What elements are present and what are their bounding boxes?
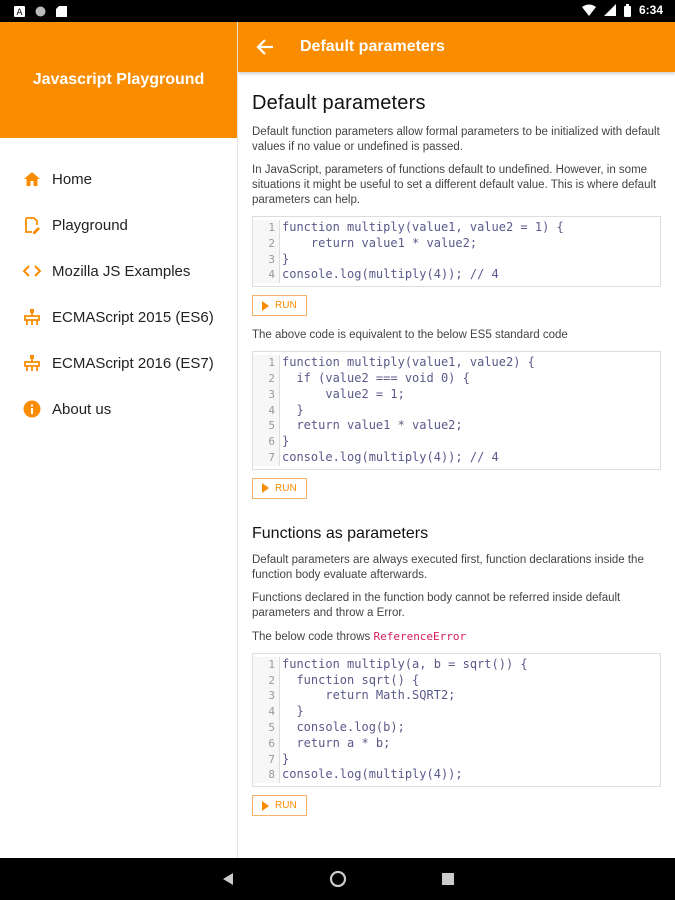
back-arrow-icon[interactable] bbox=[256, 36, 278, 58]
play-icon bbox=[262, 483, 269, 493]
run-button[interactable]: RUN bbox=[252, 478, 307, 499]
code-line: 7 console.log(multiply(4)); // 4 bbox=[253, 450, 660, 466]
nav-item-playground[interactable]: Playground bbox=[0, 202, 237, 248]
code-block[interactable] bbox=[252, 653, 661, 787]
code-line: 8 console.log(multiply(4)); bbox=[253, 767, 660, 783]
code-line: 6 return a * b; bbox=[253, 736, 660, 752]
play-icon bbox=[262, 301, 269, 311]
section-heading: Functions as parameters bbox=[252, 524, 429, 542]
code-line: 3 } bbox=[253, 252, 660, 268]
paragraph: Default function parameters allow formal parameters to be initialized with default values if no value or undefined is passed. bbox=[252, 126, 660, 153]
paragraph: Default parameters are always executed first, function declarations inside the function body evaluate afterwards. bbox=[252, 553, 644, 581]
home-button-icon[interactable] bbox=[328, 869, 348, 889]
nav-item-about-us[interactable]: About us bbox=[0, 386, 237, 432]
run-button[interactable]: RUN bbox=[252, 295, 307, 316]
battery-icon bbox=[624, 4, 631, 17]
play-icon bbox=[262, 801, 269, 811]
nav-item-mozilla-js-examples[interactable]: Mozilla JS Examples bbox=[0, 248, 237, 294]
drawer-nav bbox=[0, 138, 237, 432]
navigation-drawer bbox=[0, 22, 238, 858]
recents-icon[interactable] bbox=[438, 869, 458, 889]
code-line: 4 } bbox=[253, 403, 660, 419]
code-line: 3 value2 = 1; bbox=[253, 387, 660, 403]
code-line: 6 } bbox=[253, 434, 660, 450]
svg-text:A: A bbox=[16, 8, 23, 17]
stack-icon bbox=[22, 307, 42, 327]
home-icon bbox=[22, 169, 42, 189]
info-icon bbox=[22, 399, 42, 419]
notification-circle-icon bbox=[35, 4, 46, 15]
sd-card-icon bbox=[56, 4, 67, 15]
system-nav-bar bbox=[0, 858, 675, 900]
paragraph: The above code is equivalent to the below ES5 standard code bbox=[252, 329, 568, 342]
code-icon bbox=[22, 261, 42, 281]
nav-item-es7[interactable]: ECMAScript 2016 (ES7) bbox=[0, 340, 237, 386]
status-bar bbox=[0, 0, 675, 22]
stack-icon bbox=[22, 353, 42, 373]
code-line: 1 function multiply(value1, value2) { bbox=[253, 355, 660, 371]
notification-a-icon bbox=[14, 4, 25, 15]
code-block[interactable] bbox=[252, 351, 661, 470]
code-line: 7 } bbox=[253, 752, 660, 768]
clock: 6:34 bbox=[638, 3, 663, 17]
code-line: 3 return Math.SQRT2; bbox=[253, 688, 660, 704]
code-line: 2 if (value2 === void 0) { bbox=[253, 371, 660, 387]
back-icon[interactable] bbox=[218, 869, 238, 889]
code-line: 2 return value1 * value2; bbox=[253, 236, 660, 252]
code-line: 5 console.log(b); bbox=[253, 720, 660, 736]
nav-item-home[interactable]: Home bbox=[0, 156, 237, 202]
code-line: 4 console.log(multiply(4)); // 4 bbox=[253, 267, 660, 283]
wifi-icon bbox=[582, 4, 596, 16]
main-panel bbox=[238, 22, 675, 858]
error-name: ReferenceError bbox=[373, 629, 467, 643]
app-bar bbox=[238, 22, 675, 72]
code-line: 1 function multiply(a, b = sqrt()) { bbox=[253, 657, 660, 673]
code-line: 5 return value1 * value2; bbox=[253, 418, 660, 434]
code-line: 4 } bbox=[253, 704, 660, 720]
code-line: 1 function multiply(value1, value2 = 1) { bbox=[253, 220, 660, 236]
paragraph: In JavaScript, parameters of functions default to undefined. However, in some situations it might be useful to set a different default value. This is where default parameters can help. bbox=[252, 164, 657, 206]
code-line: 2 function sqrt() { bbox=[253, 673, 660, 689]
edit-icon bbox=[22, 215, 42, 235]
paragraph: The below code throws ReferenceError bbox=[252, 629, 467, 643]
article-heading: Default parameters bbox=[252, 92, 426, 114]
article bbox=[238, 72, 675, 828]
page-title: Default parameters bbox=[300, 38, 445, 55]
cell-signal-icon bbox=[604, 4, 616, 16]
drawer-title: Javascript Playground bbox=[32, 71, 205, 88]
drawer-header bbox=[0, 22, 237, 138]
code-block[interactable] bbox=[252, 216, 661, 287]
paragraph: Functions declared in the function body cannot be referred inside default parameters and throw a Error. bbox=[252, 591, 621, 619]
nav-item-es6[interactable]: ECMAScript 2015 (ES6) bbox=[0, 294, 237, 340]
run-button[interactable]: RUN bbox=[252, 795, 307, 816]
